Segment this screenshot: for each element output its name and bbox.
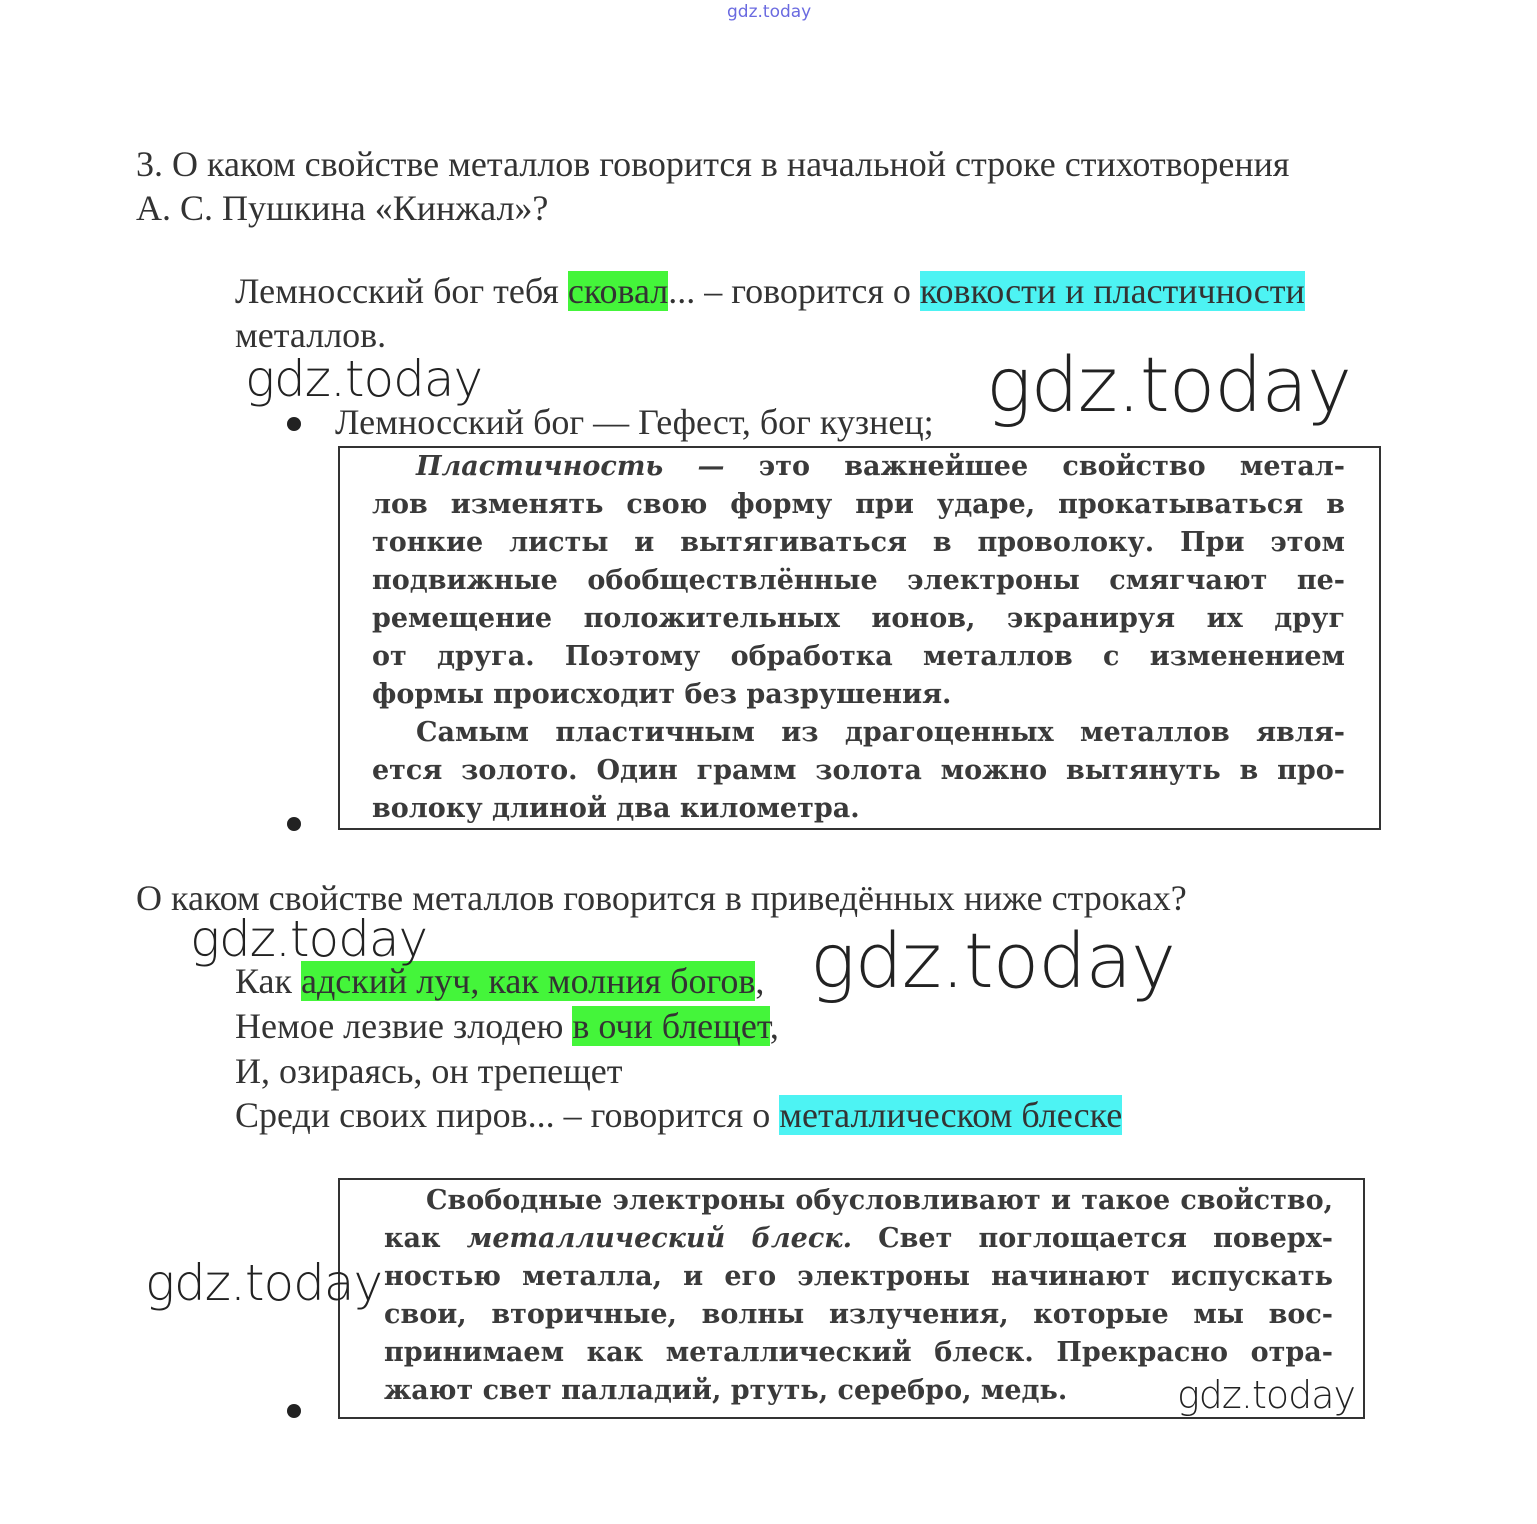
highlight-gleams: в очи блещет — [572, 1006, 770, 1046]
box2-line-1: Свободные электроны обусловливают и такое свойство, — [426, 1185, 1333, 1216]
box2-line-2-pre: как — [384, 1223, 467, 1254]
top-watermark: gdz.today — [727, 2, 812, 22]
box1-line-9: ется золото. Один грамм золота можно вытянуть в про- — [372, 755, 1345, 786]
poem-line-1-post: , — [755, 961, 765, 1001]
poem-line-2 — [235, 1004, 779, 1048]
highlight-skoval: сковал — [567, 271, 669, 311]
watermark-6: gdz.today — [1177, 1373, 1355, 1417]
answer-1-line-2: металлов. — [235, 315, 387, 355]
poem-line-1-pre: Как — [235, 961, 302, 1001]
box1-line-2: лов изменять свою форму при ударе, прокатываться в — [372, 489, 1345, 520]
answer-1-line-1 — [235, 269, 1305, 313]
box1-line-6: от друга. Поэтому обработка металлов с изменением — [372, 641, 1345, 672]
highlight-metallic-luster: металлическом блеске — [779, 1095, 1123, 1135]
question-2: О каком свойстве металлов говорится в приведённых ниже строках? — [136, 878, 1187, 918]
box1-line-7: формы происходит без разрушения. — [372, 679, 952, 710]
answer-1-text-mid: ... – говорится о — [668, 271, 920, 311]
watermark-4: gdz.today — [810, 916, 1175, 1005]
box2-line-2 — [384, 1220, 1333, 1258]
box2-line-6: жают свет палладий, ртуть, серебро, медь. — [384, 1375, 1068, 1406]
plasticity-textbook-box — [338, 446, 1381, 830]
box2-line-2-rest: Свет поглощается поверх- — [851, 1223, 1334, 1254]
box2-line-4: свои, вторичные, волны излучения, которые мы вос- — [384, 1299, 1333, 1330]
plasticity-term: Пластичность — — [416, 451, 725, 482]
watermark-3: gdz.today — [190, 910, 428, 968]
box1-line-1 — [372, 448, 1345, 486]
highlight-hellish-ray: адский луч, как молния богов — [301, 961, 756, 1001]
poem-line-4 — [235, 1093, 1122, 1137]
watermark-2: gdz.today — [986, 340, 1351, 429]
bullet-dot-2 — [287, 817, 301, 831]
box1-line-8: Самым пластичным из драгоценных металлов явля- — [416, 717, 1345, 748]
box1-line-5: ремещение положительных ионов, экранируя их друг — [372, 603, 1345, 634]
box1-line-10: волоку длиной два километра. — [372, 793, 860, 824]
box1-line-3: тонкие листы и вытягиваться в проволоку. При этом — [372, 527, 1345, 558]
bullet-dot-3 — [287, 1404, 301, 1418]
poem-line-4-pre: Среди своих пиров... – говорится о — [235, 1095, 780, 1135]
watermark-1: gdz.today — [245, 350, 483, 408]
watermark-5: gdz.today — [145, 1254, 383, 1312]
poem-line-2-post: , — [769, 1006, 779, 1046]
bullet-dot-1 — [287, 417, 301, 431]
box1-line-1-rest: это важнейшее свойство метал- — [724, 451, 1345, 482]
poem-line-3: И, озираясь, он трепещет — [235, 1051, 623, 1091]
box1-line-4: подвижные обобществлённые электроны смягчают пе- — [372, 565, 1345, 596]
poem-line-2-pre: Немое лезвие злодею — [235, 1006, 573, 1046]
metallic-luster-term: металлический блеск. — [466, 1223, 852, 1254]
highlight-malleability: ковкости и пластичности — [919, 271, 1305, 311]
question-3-line-2: А. С. Пушкина «Кинжал»? — [136, 188, 549, 228]
box2-line-5: принимаем как металлический блеск. Прекрасно отра- — [384, 1337, 1333, 1368]
bullet-1-text: Лемносский бог — Гефест, бог кузнец; — [335, 402, 934, 442]
question-3-line-1: 3. О каком свойстве металлов говорится в начальной строке стихотворения — [136, 144, 1290, 184]
box2-line-3: ностью металла, и его электроны начинают испускать — [384, 1261, 1333, 1292]
answer-1-text-pre: Лемносский бог тебя — [235, 271, 568, 311]
